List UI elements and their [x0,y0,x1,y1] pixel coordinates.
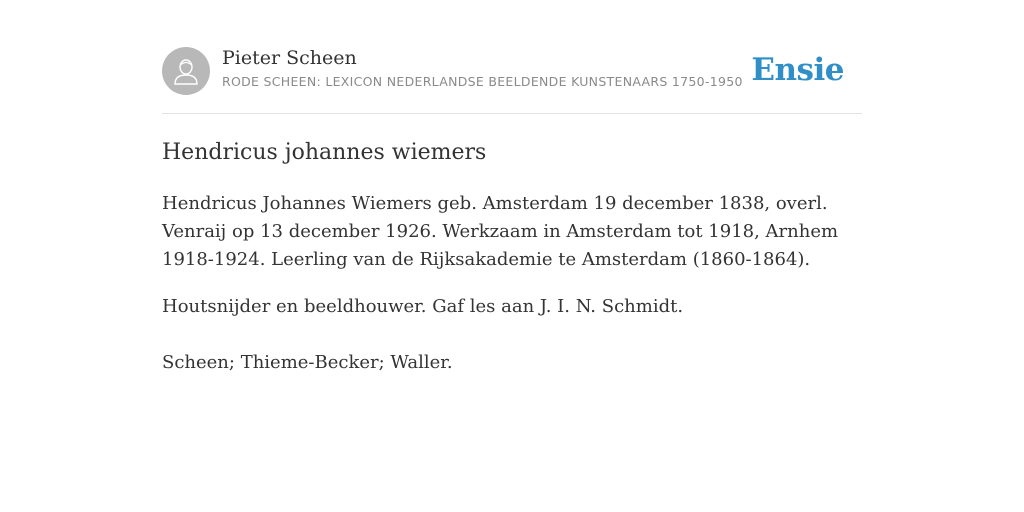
article-paragraph: Hendricus Johannes Wiemers geb. Amsterdam 19 december 1838, overl. Venraij op 13 december 1926. Werkzaam in Amsterdam tot 1918, Arnhem 1918-1924. Leerling van de Rijksakademie te Amsterdam (1860-1864). [162,193,839,270]
article-sources: Scheen; Thieme-Becker; Waller. [162,352,453,373]
article-title: Hendricus johannes wiemers [162,140,487,165]
user-avatar-icon [173,57,199,85]
ensie-logo[interactable]: Ensie [751,52,844,88]
article-paragraph: Houtsnijder en beeldhouwer. Gaf les aan J. I. N. Schmidt. [162,296,684,317]
source-label[interactable]: RODE SCHEEN: LEXICON NEDERLANDSE BEELDENDE KUNSTENAARS 1750-1950 [222,74,743,89]
header-divider [162,113,862,114]
author-avatar[interactable] [162,47,210,95]
author-name[interactable]: Pieter Scheen [222,47,357,69]
article-header [162,46,862,114]
